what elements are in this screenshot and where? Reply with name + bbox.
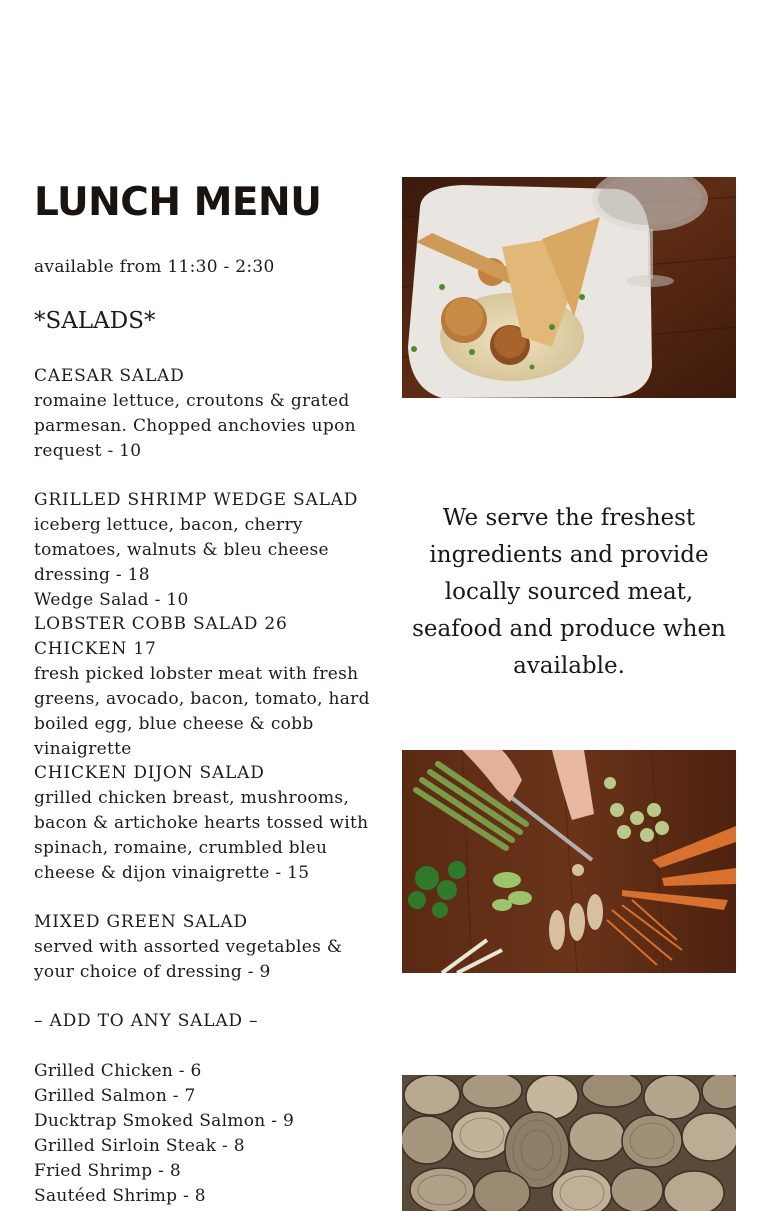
addon-item: Grilled Chicken - 6 — [34, 1061, 202, 1081]
vegetable-prep-photo — [402, 750, 736, 973]
menu-item-name: GRILLED SHRIMP WEDGE SALAD — [34, 490, 359, 510]
addon-item: Fried Shrimp - 8 — [34, 1161, 182, 1181]
menu-item-extra: Wedge Salad - 10 — [34, 590, 189, 610]
addon-list — [34, 1059, 294, 1209]
menu-item-desc: fresh picked lobster meat with fresh greens, avocado, bacon, tomato, hard boiled egg, blue cheese & cobb vinaigrette — [34, 664, 370, 759]
addon-heading-text: – ADD TO ANY SALAD – — [34, 1011, 259, 1031]
menu-item-name: LOBSTER COBB SALAD 26 — [34, 614, 288, 634]
menu-item-caesar — [34, 364, 384, 464]
scallop-dish-photo — [402, 177, 736, 398]
menu-item-name: CAESAR SALAD — [34, 366, 185, 386]
menu-item-mixed-green — [34, 910, 384, 985]
menu-item-lobster-cobb — [34, 612, 384, 762]
menu-item-desc: iceberg lettuce, bacon, cherry tomatoes, walnuts & bleu cheese dressing - 18 — [34, 515, 329, 585]
menu-item-name: CHICKEN DIJON SALAD — [34, 763, 265, 783]
menu-title: LUNCH MENU — [34, 180, 322, 225]
addon-item: Grilled Salmon - 7 — [34, 1086, 196, 1106]
menu-item-shrimp-wedge — [34, 488, 384, 613]
sourcing-statement: We serve the freshest ingredients and provide locally sourced meat, seafood and produce when available. — [412, 505, 726, 679]
menu-item-name-secondary: CHICKEN 17 — [34, 639, 157, 659]
menu-item-desc: romaine lettuce, croutons & grated parmesan. Chopped anchovies upon request - 10 — [34, 391, 356, 461]
addon-item: Sautéed Shrimp - 8 — [34, 1186, 206, 1206]
clams-photo — [402, 1075, 736, 1211]
menu-item-name: MIXED GREEN SALAD — [34, 912, 248, 932]
menu-item-chicken-dijon — [34, 761, 384, 886]
addon-heading — [34, 1009, 384, 1034]
availability-text: available from 11:30 - 2:30 — [34, 257, 275, 277]
addon-item: Grilled Sirloin Steak - 8 — [34, 1136, 245, 1156]
menu-item-desc: grilled chicken breast, mushrooms, bacon & artichoke hearts tossed with spinach, romaine, crumbled bleu cheese & dijon vinaigrette - 15 — [34, 788, 369, 883]
menu-item-desc: served with assorted vegetables & your choice of dressing - 9 — [34, 937, 343, 982]
section-heading-salads: *SALADS* — [34, 308, 156, 334]
addon-item: Ducktrap Smoked Salmon - 9 — [34, 1111, 295, 1131]
